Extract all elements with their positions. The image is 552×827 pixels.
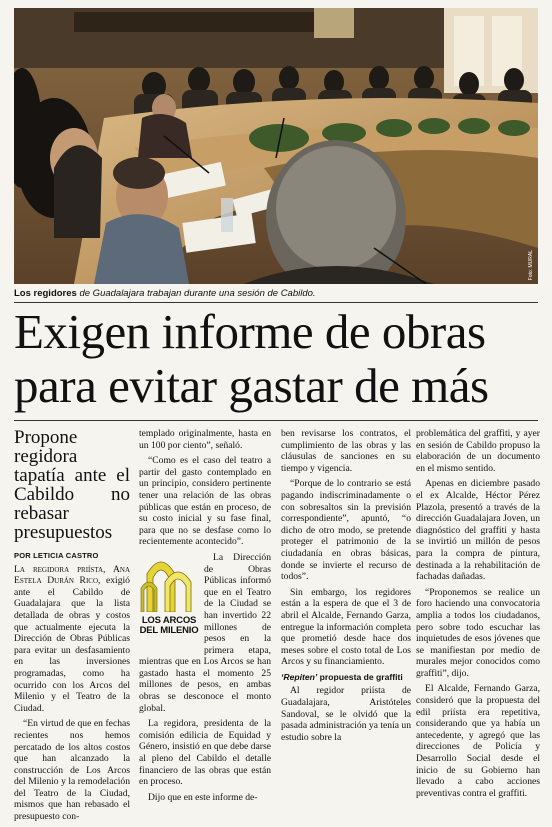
paragraph: Sin embargo, los regidores están a la espera de que el 3 de abril el Alcalde, Fernando Garza, entregue la información completa que prometió desde hace dos meses sobre el costo total de Los Arcos y su financiamiento. (281, 586, 411, 668)
paragraph: Dijo que en este informe de- (148, 791, 258, 803)
headline (14, 305, 538, 413)
logo-text-line-1: LOS ARCOS (141, 614, 197, 626)
headline-line-1: Exigen informe de obras (14, 304, 486, 359)
paragraph: “Proponemos se realice un foro haciendo una convocatoria amplia a todos los ciudadanos, pero sobre todo escuchar las inquietudes de esos jóvenes que se manifiestan por medio de murales mejor conocidos como graffiti”, dijo. (416, 586, 540, 679)
deck: Propone regidora tapatía ante el Cabildo no rebasar presupuestos (14, 427, 130, 543)
byline: POR LETICIA CASTRO (14, 551, 99, 560)
paragraph: ben revisarse los contratos, el cumplimiento de las obras y las cláusulas de sanciones en su tiempo y vigencia. (281, 428, 411, 474)
paragraph: “Porque de lo contrario se está pagando indiscriminadamente o con sobresaltos sin la previsión correspondiente”, apuntó, “o dicho de otro modo, se pretende proteger el patrimonio de la ciudadanía en obras básicas, donde se invierte el recurso de todos”. (281, 478, 411, 583)
headline-line-2: para evitar gastar de más (14, 358, 489, 413)
paragraph: Apenas en diciembre pasado el ex Alcalde, Héctor Pérez Plazola, presentó a través de la dirección Guadalajara Joven, un diagnóstico del graffiti y hasta se invirtió un millón de pesos para la compra de pintura, destinada a la rehabilitación de fachadas dañadas. (416, 478, 540, 583)
subheading: ‘Repiten’ propuesta de graffiti (281, 671, 403, 682)
article-column-4 (416, 428, 540, 803)
photo-illustration (14, 8, 538, 284)
paragraph: “Como es el caso del teatro a partir del gasto contemplado en un principio, considero pertinente tener una relación de las obras públicas que están en proceso, de su costo inicial y su fase final, para que no se desfase como lo recientemente acontecido”. (139, 455, 271, 548)
paragraph: problemática del graffiti, y ayer en sesión de Cabildo propuso la elaboración de un documento en el mismo sentido. (416, 428, 540, 474)
divider (14, 420, 538, 421)
paragraph: La Dirección de Obras Públicas informó que en el Teatro de la Ciudad se han invertido 22 millones de pesos en la primera etapa, mientras que en Los Arcos se han gastado hasta el momento 25 millones de pesos, en ambas obras se desconoce el monto global. (139, 551, 271, 714)
arcos-del-milenio-logo (139, 554, 199, 644)
paragraph: La regidora, presidenta de la comisión edilicia de Equidad y Género, insistió en que debe darse al pleno del Cabildo el detalle financiero de las obras que están en proceso. (139, 718, 271, 788)
article-column-3 (281, 428, 411, 747)
lead-in: La regidora priísta, Ana Estela Durán Rico, (14, 563, 130, 587)
caption-text: de Guadalajara trabajan durante una sesión de Cabildo. (76, 288, 316, 299)
article-column-2 (139, 428, 271, 807)
photo-credit: Foto: MURAL (528, 249, 534, 280)
paragraph: “En virtud de que en fechas recientes nos hemos percatado de los altos costos que han alcanzado la construcción de Los Arcos del Milenio y la remodelación del Teatro de la Ciudad, mismos que han rebasado el presupuesto con- (14, 718, 130, 823)
paragraph: El Alcalde, Fernando Garza, consideró que la propuesta del edil priísta era repetitiva, considerando que ya había un antecedente, y agregó que las direcciones de Policía y Desarrollo Social desde el inicio de su Gobierno han llevado a cabo acciones preventivas contra el graffiti. (416, 683, 540, 799)
article-column-1 (14, 428, 130, 827)
arches-icon (139, 554, 199, 612)
photo-caption (14, 288, 538, 299)
logo-text-line-2: DEL MILENIO (139, 624, 199, 636)
divider (14, 302, 538, 303)
paragraph: La regidora priísta, Ana Estela Durán Rico, exigió ante el Cabildo de Guadalajara que la lista detallada de obras y costos que actualmente ejecuta la Dirección de Obras Públicas para evitar un desfasamiento en las inversiones programadas, como ha ocurrido con los Arcos del Milenio y el Teatro de la Ciudad. (14, 563, 130, 714)
caption-bold: Los regidores (14, 288, 77, 299)
council-session-photo (14, 8, 538, 284)
paragraph: Al regidor priísta de Guadalajara, Aristóteles Sandoval, se le olvidó que la pasada administración ya tenía un estudio sobre la (281, 685, 412, 743)
paragraph: templado originalmente, hasta en un 100 por ciento”, señaló. (139, 428, 271, 451)
